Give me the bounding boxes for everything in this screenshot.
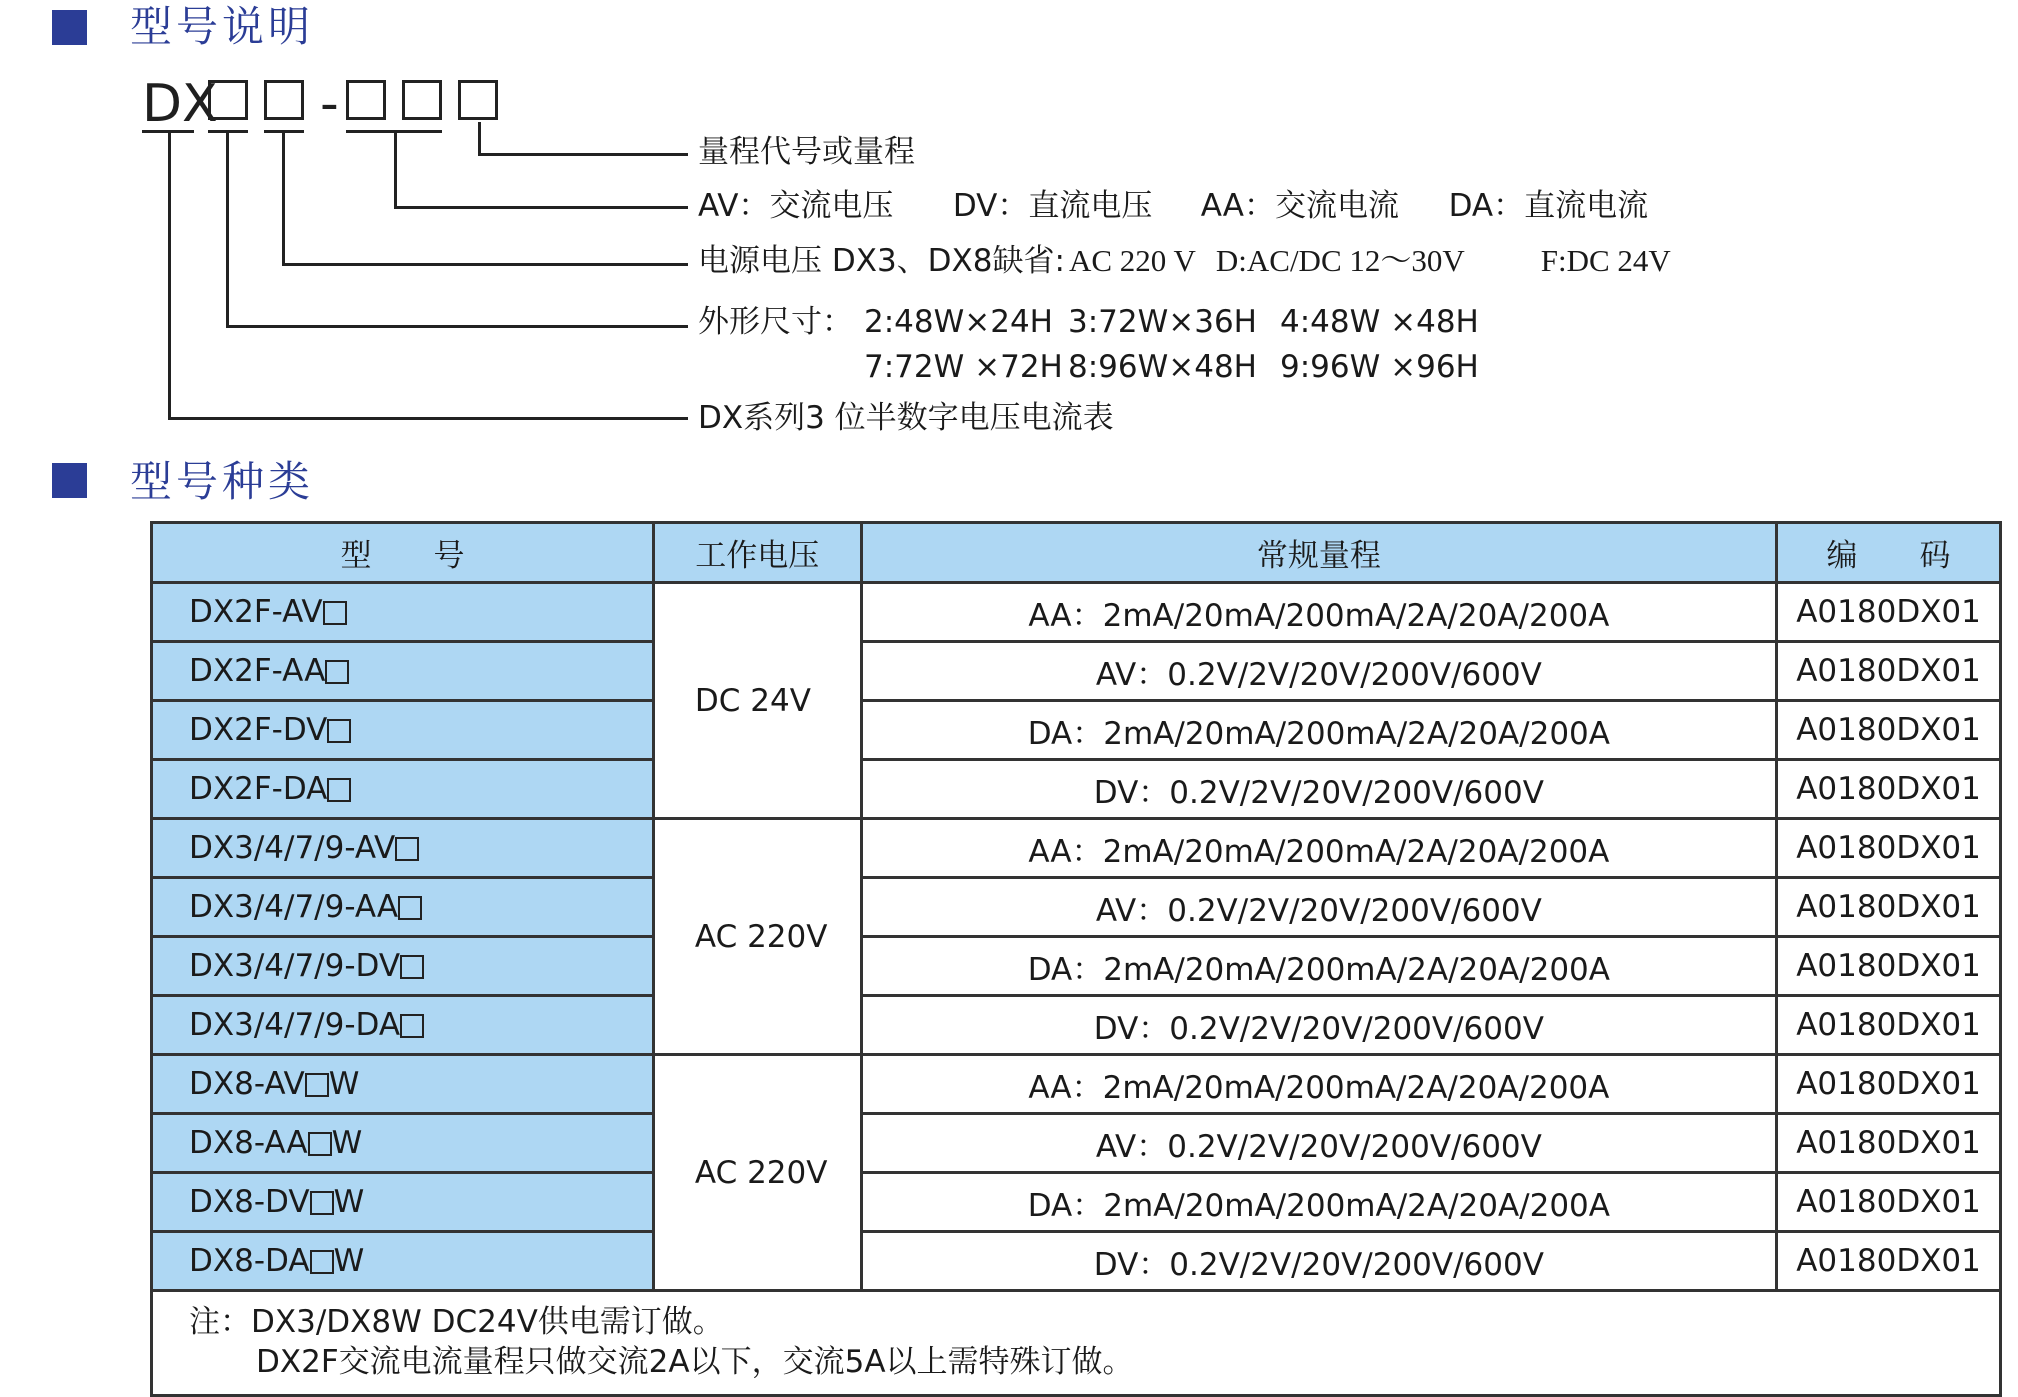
desc-size-7: 7:72W ×72H bbox=[864, 349, 1063, 385]
range-cell: DV：0.2V/2V/20V/200V/600V bbox=[861, 1232, 1777, 1291]
placeholder-box bbox=[323, 601, 347, 625]
placeholder-box bbox=[305, 1073, 329, 1097]
leader-vline-size bbox=[226, 133, 229, 326]
table-row bbox=[152, 878, 2001, 937]
range-cell: DA：2mA/20mA/200mA/2A/20A/200A bbox=[861, 701, 1777, 760]
desc-range: 量程代号或量程 bbox=[698, 134, 915, 170]
code-cell: A0180DX01 bbox=[1777, 1055, 2001, 1114]
table-row bbox=[152, 937, 2001, 996]
desc-size-row2 bbox=[864, 349, 1479, 385]
code-cell: A0180DX01 bbox=[1777, 701, 2001, 760]
section-marker-square bbox=[52, 463, 87, 498]
model-cell: DX3/4/7/9-DV bbox=[152, 937, 654, 996]
voltage-cell: AC 220V bbox=[653, 819, 861, 1055]
model-code-prefix: DX bbox=[142, 74, 218, 134]
note-row bbox=[152, 1291, 2001, 1396]
table-row bbox=[152, 1173, 2001, 1232]
code-cell: A0180DX01 bbox=[1777, 760, 2001, 819]
range-cell: DV：0.2V/2V/20V/200V/600V bbox=[861, 760, 1777, 819]
table-row bbox=[152, 819, 2001, 878]
desc-type-aa: AA：交流电流 bbox=[1200, 188, 1399, 224]
section-title-model-explanation: 型号说明 bbox=[130, 2, 315, 51]
model-cell: DX8-AV W bbox=[152, 1055, 654, 1114]
placeholder-box bbox=[308, 1132, 332, 1156]
code-cell: A0180DX01 bbox=[1777, 819, 2001, 878]
header-code: 编 码 bbox=[1777, 523, 2001, 583]
range-cell: AV：0.2V/2V/20V/200V/600V bbox=[861, 642, 1777, 701]
placeholder-box bbox=[398, 896, 422, 920]
voltage-cell: DC 24V bbox=[653, 583, 861, 819]
model-cell: DX3/4/7/9-AV bbox=[152, 819, 654, 878]
section-title-model-types: 型号种类 bbox=[130, 457, 315, 506]
placeholder-box bbox=[327, 719, 351, 743]
code-cell: A0180DX01 bbox=[1777, 1114, 2001, 1173]
leader-vline-range bbox=[478, 122, 481, 154]
desc-types bbox=[698, 188, 1648, 224]
model-cell: DX8-DA W bbox=[152, 1232, 654, 1291]
table-header-row bbox=[152, 523, 2001, 583]
voltage-cell: AC 220V bbox=[653, 1055, 861, 1291]
leader-hline-range bbox=[478, 153, 688, 156]
header-range: 常规量程 bbox=[861, 523, 1777, 583]
placeholder-box bbox=[325, 660, 349, 684]
code-box-power bbox=[264, 80, 304, 120]
model-table bbox=[150, 521, 2002, 1397]
placeholder-box bbox=[400, 955, 424, 979]
desc-power bbox=[698, 243, 1671, 279]
model-cell: DX2F-AA bbox=[152, 642, 654, 701]
leader-hline-type bbox=[394, 206, 688, 209]
table-row bbox=[152, 1055, 2001, 1114]
header-model: 型 号 bbox=[152, 523, 654, 583]
desc-size-4: 4:48W ×48H bbox=[1280, 304, 1479, 340]
leader-hline-size bbox=[226, 325, 688, 328]
code-cell: A0180DX01 bbox=[1777, 583, 2001, 642]
model-cell: DX3/4/7/9-AA bbox=[152, 878, 654, 937]
desc-size-9: 9:96W ×96H bbox=[1280, 349, 1479, 385]
table-row bbox=[152, 701, 2001, 760]
placeholder-box bbox=[400, 1014, 424, 1038]
model-cell: DX8-DV W bbox=[152, 1173, 654, 1232]
range-cell: AV：0.2V/2V/20V/200V/600V bbox=[861, 1114, 1777, 1173]
range-cell: AV：0.2V/2V/20V/200V/600V bbox=[861, 878, 1777, 937]
desc-series: DX系列3 位半数字电压电流表 bbox=[698, 400, 1114, 436]
code-box-size bbox=[208, 80, 248, 120]
header-voltage: 工作电压 bbox=[653, 523, 861, 583]
placeholder-box bbox=[310, 1191, 334, 1215]
table-row bbox=[152, 1232, 2001, 1291]
desc-size-8: 8:96W×48H bbox=[1068, 349, 1257, 385]
table-row bbox=[152, 1114, 2001, 1173]
desc-power-f: F:DC 24V bbox=[1540, 243, 1671, 278]
placeholder-box bbox=[310, 1250, 334, 1274]
range-cell: AA：2mA/20mA/200mA/2A/20A/200A bbox=[861, 819, 1777, 878]
note-cell bbox=[152, 1291, 2001, 1396]
desc-size-row1 bbox=[698, 304, 1479, 340]
placeholder-box bbox=[327, 778, 351, 802]
section-marker-square bbox=[52, 10, 87, 45]
model-cell: DX2F-DA bbox=[152, 760, 654, 819]
code-cell: A0180DX01 bbox=[1777, 642, 2001, 701]
note-line-1: 注：DX3/DX8W DC24V供电需订做。 bbox=[189, 1304, 724, 1340]
desc-type-dv: DV：直流电压 bbox=[952, 188, 1153, 224]
leader-hline-power bbox=[282, 263, 688, 266]
model-code-dash: - bbox=[320, 74, 339, 134]
range-cell: DA：2mA/20mA/200mA/2A/20A/200A bbox=[861, 937, 1777, 996]
desc-power-ac: AC 220 V bbox=[1068, 243, 1196, 278]
leader-vline-power bbox=[282, 133, 285, 264]
desc-power-label: 电源电压 DX3、DX8缺省: bbox=[698, 243, 1065, 279]
range-cell: AA：2mA/20mA/200mA/2A/20A/200A bbox=[861, 583, 1777, 642]
code-cell: A0180DX01 bbox=[1777, 1232, 2001, 1291]
code-box-range bbox=[458, 80, 498, 120]
desc-size-2: 2:48W×24H bbox=[864, 304, 1053, 340]
code-box-type-2 bbox=[402, 80, 442, 120]
code-cell: A0180DX01 bbox=[1777, 1173, 2001, 1232]
leader-vline-type bbox=[394, 133, 397, 207]
code-cell: A0180DX01 bbox=[1777, 996, 2001, 1055]
model-cell: DX8-AA W bbox=[152, 1114, 654, 1173]
table-row bbox=[152, 996, 2001, 1055]
model-cell: DX2F-AV bbox=[152, 583, 654, 642]
placeholder-box bbox=[395, 837, 419, 861]
desc-type-av: AV：交流电压 bbox=[698, 188, 894, 224]
code-cell: A0180DX01 bbox=[1777, 878, 2001, 937]
desc-size-label: 外形尺寸： bbox=[698, 304, 853, 340]
model-cell: DX2F-DV bbox=[152, 701, 654, 760]
code-box-type-1 bbox=[346, 80, 386, 120]
desc-size-3: 3:72W×36H bbox=[1068, 304, 1257, 340]
code-cell: A0180DX01 bbox=[1777, 937, 2001, 996]
leader-hline-series bbox=[168, 417, 688, 420]
range-cell: AA：2mA/20mA/200mA/2A/20A/200A bbox=[861, 1055, 1777, 1114]
table-row bbox=[152, 642, 2001, 701]
model-cell: DX3/4/7/9-DA bbox=[152, 996, 654, 1055]
range-cell: DA：2mA/20mA/200mA/2A/20A/200A bbox=[861, 1173, 1777, 1232]
range-cell: DV：0.2V/2V/20V/200V/600V bbox=[861, 996, 1777, 1055]
desc-power-d: D:AC/DC 12～30V bbox=[1215, 243, 1465, 278]
desc-type-da: DA：直流电流 bbox=[1448, 188, 1649, 224]
table-row bbox=[152, 760, 2001, 819]
note-line-2: DX2F交流电流量程只做交流2A以下，交流5A以上需特殊订做。 bbox=[256, 1344, 1134, 1380]
leader-vline-series bbox=[168, 133, 171, 418]
table-row bbox=[152, 583, 2001, 642]
